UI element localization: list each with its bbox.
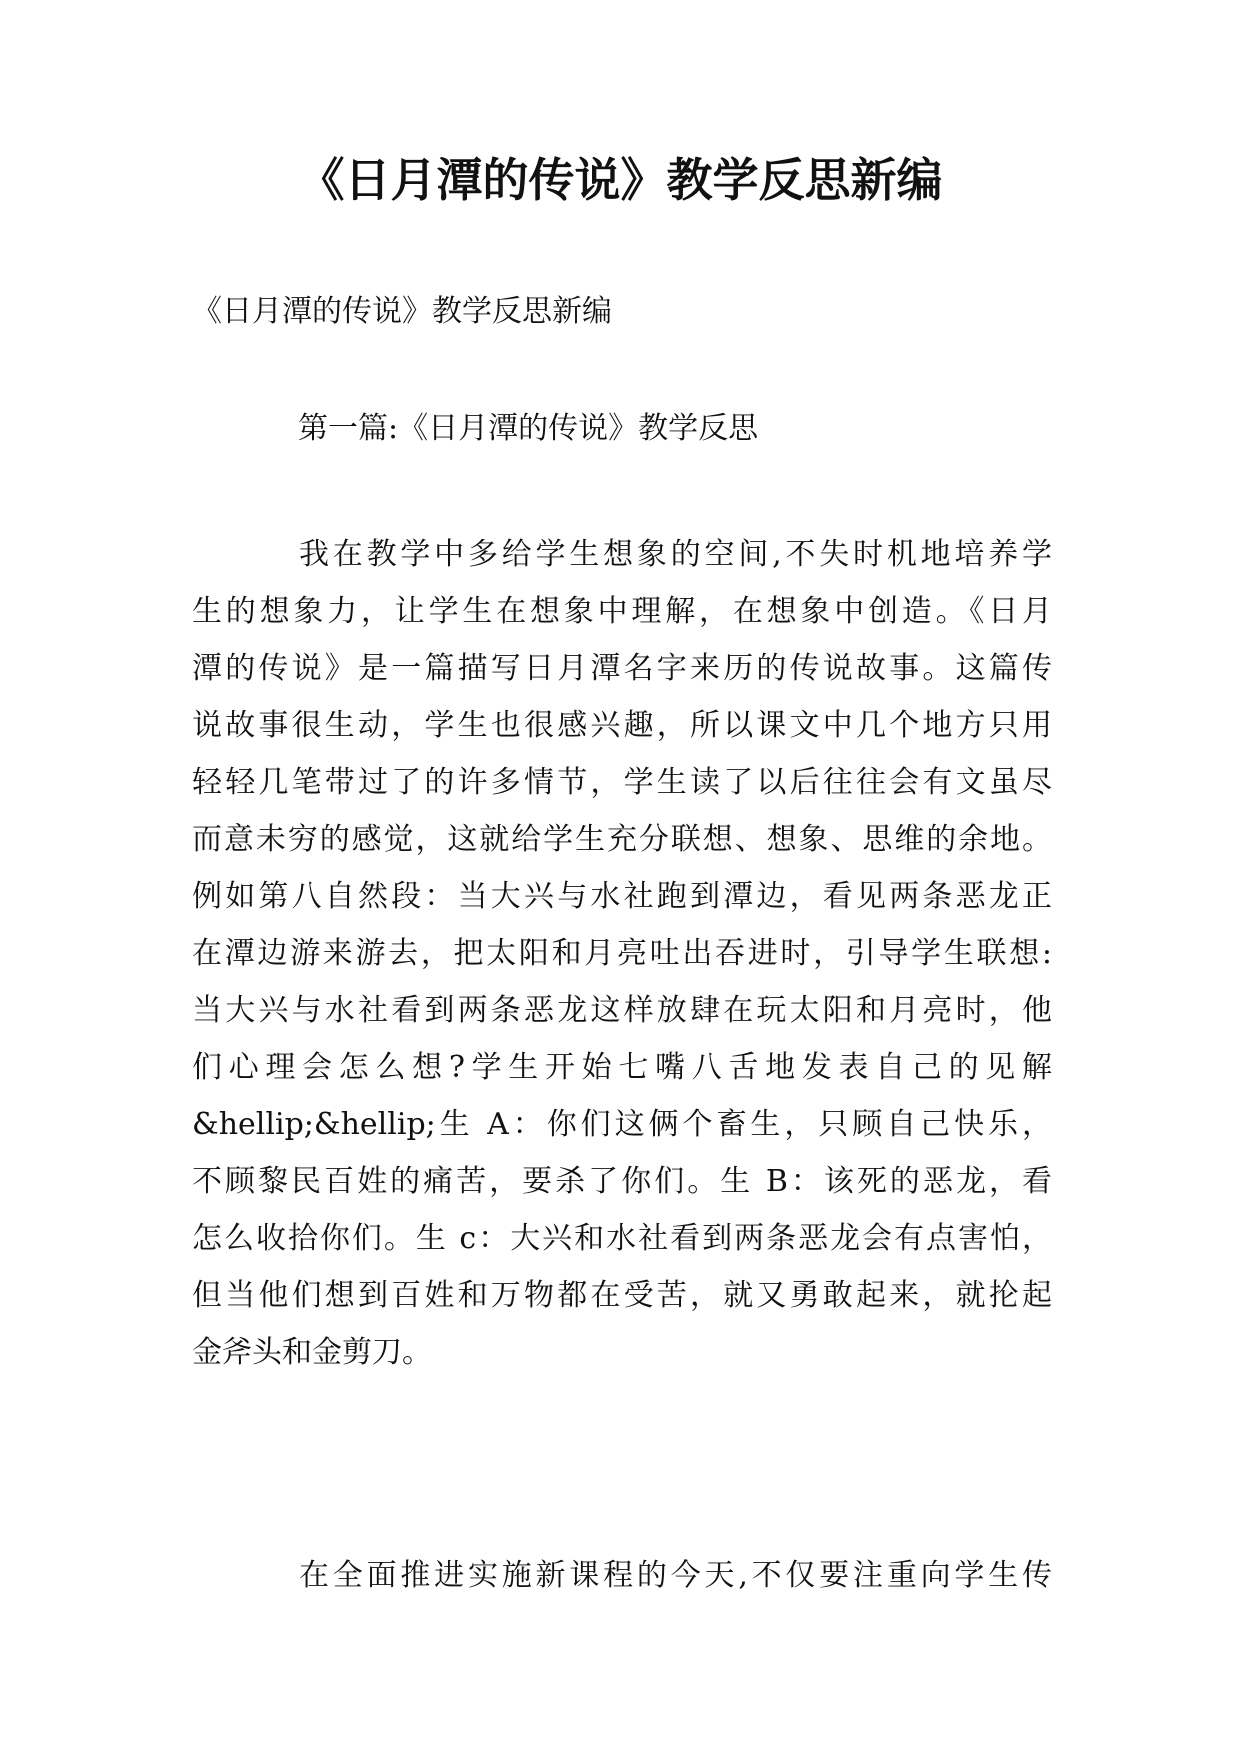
text-line: 怎么收拾你们。生 c：大兴和水社看到两条恶龙会有点害怕，	[192, 1221, 1052, 1256]
text-line: 金斧头和金剪刀。	[192, 1335, 432, 1370]
text-line: 在全面推进实施新课程的今天,不仅要注重向学生传	[299, 1558, 1052, 1593]
document-title: 《日月潭的传说》教学反思新编	[298, 153, 943, 207]
text-line: 例如第八自然段：当大兴与水社跑到潭边，看见两条恶龙正	[192, 879, 1052, 914]
paragraph-1	[192, 526, 1052, 1381]
text-line: 当大兴与水社看到两条恶龙这样放肆在玩太阳和月亮时，他	[192, 993, 1052, 1028]
text-line: 我在教学中多给学生想象的空间,不失时机地培养学	[299, 537, 1052, 572]
text-line: 在潭边游来游去，把太阳和月亮吐出吞进时，引导学生联想:	[192, 936, 1052, 971]
text-line: 轻轻几笔带过了的许多情节，学生读了以后往往会有文虽尽	[192, 765, 1052, 800]
text-line: 说故事很生动，学生也很感兴趣，所以课文中几个地方只用	[192, 708, 1052, 743]
text-line: 而意未穷的感觉，这就给学生充分联想、想象、思维的余地。	[192, 822, 1052, 857]
text-line: 生的想象力，让学生在想象中理解，在想象中创造。《日月	[192, 594, 1052, 629]
text-line: 不顾黎民百姓的痛苦，要杀了你们。生 B：该死的恶龙，看	[192, 1164, 1052, 1199]
section-heading: 第一篇:《日月潭的传说》教学反思	[298, 411, 759, 446]
text-line: 们心理会怎么想?学生开始七嘴八舌地发表自己的见解	[192, 1050, 1052, 1085]
document-subtitle: 《日月潭的传说》教学反思新编	[192, 294, 612, 329]
paragraph-2	[192, 1547, 1052, 1604]
text-line: &hellip;&hellip;生 A：你们这俩个畜生，只顾自己快乐，	[192, 1107, 1052, 1142]
text-line: 但当他们想到百姓和万物都在受苦，就又勇敢起来，就抡起	[192, 1278, 1052, 1313]
text-line: 潭的传说》是一篇描写日月潭名字来历的传说故事。这篇传	[192, 651, 1052, 686]
